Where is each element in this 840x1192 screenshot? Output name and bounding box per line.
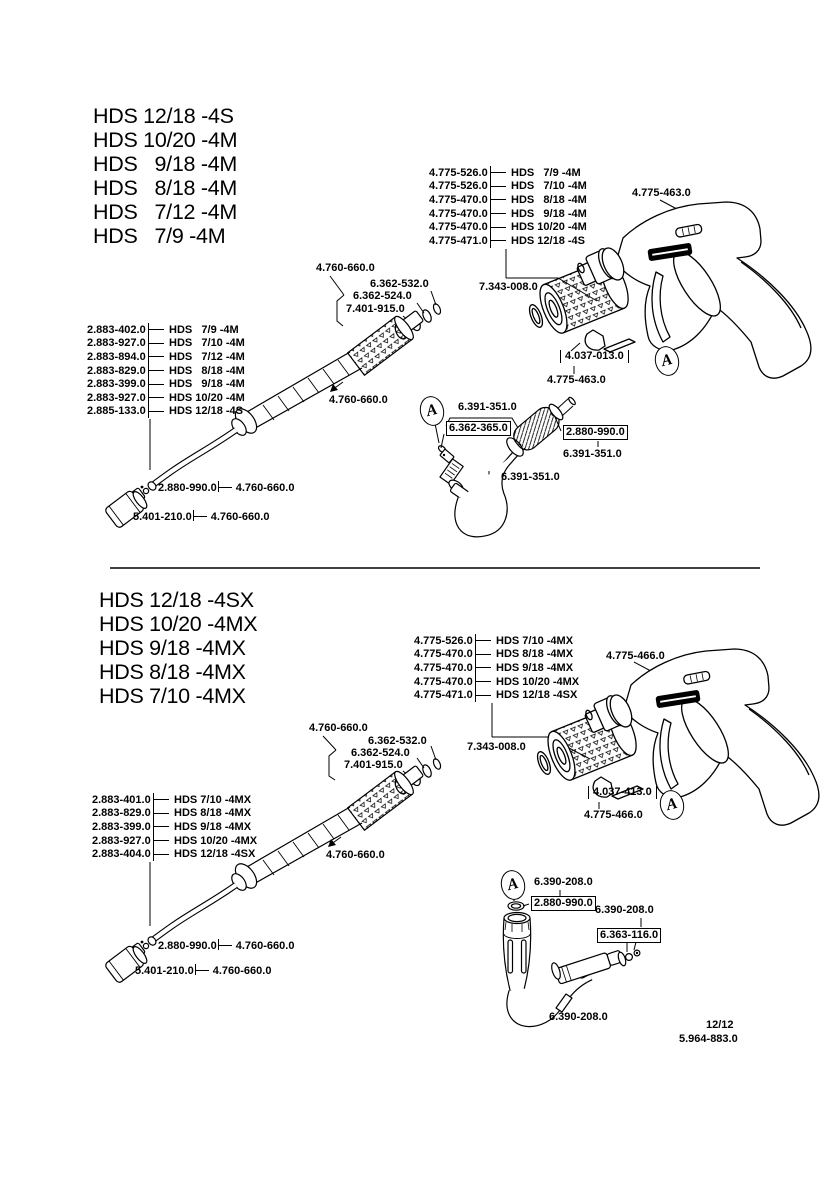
connector xyxy=(148,350,164,364)
part-number: 2.880-990.0 xyxy=(158,482,217,494)
model-name: HDS 10/20 -4MX xyxy=(174,834,258,847)
connector xyxy=(148,337,164,351)
part-number: 4.775-470.0 xyxy=(429,207,488,220)
table-row xyxy=(92,820,257,834)
connector xyxy=(153,847,169,861)
nozzle-callout xyxy=(133,510,269,524)
connector xyxy=(148,364,164,378)
connector xyxy=(490,193,506,207)
part-number: 2.883-927.0 xyxy=(92,834,151,847)
table-row xyxy=(429,220,587,234)
connector xyxy=(218,939,232,950)
table-row xyxy=(87,391,245,405)
model-name: HDS 8/18 -4M xyxy=(511,193,587,206)
connector xyxy=(148,405,164,419)
part-ref-gun: 4.775-466.0 xyxy=(606,650,665,662)
part-ref-clip: 4.037-413.0 xyxy=(588,786,657,799)
part-number: 5.401-210.0 xyxy=(135,965,194,977)
part-number: 4.775-526.0 xyxy=(414,634,473,647)
part-ref: 4.760-660.0 xyxy=(235,482,295,494)
part-ref-ring: 7.401-915.0 xyxy=(346,303,405,315)
table-row xyxy=(87,405,245,419)
part-number: 2.880-990.0 xyxy=(158,940,217,952)
table-row xyxy=(429,234,587,248)
part-ref-gun2: 4.775-463.0 xyxy=(547,374,606,386)
doc-number: 5.964-883.0 xyxy=(679,1033,738,1045)
gun-part-table-bottom xyxy=(414,634,579,702)
model-name: HDS 7/10 -4M xyxy=(511,180,587,193)
page-number: 12/12 xyxy=(706,1019,734,1031)
model-name: HDS 9/18 -4MX xyxy=(174,820,252,833)
model-name: HDS 10/20 -4M xyxy=(511,221,587,234)
part-ref-ring: 6.362-532.0 xyxy=(370,278,429,290)
part-number: 2.883-399.0 xyxy=(87,378,146,391)
part-ref: 4.760-660.0 xyxy=(212,965,272,977)
model-line: HDS 7/10 -4MX xyxy=(99,684,246,708)
table-row xyxy=(429,180,587,194)
marker-letter: A xyxy=(424,400,440,421)
model-name: HDS 7/10 -4MX xyxy=(496,634,574,647)
gun-part-table-top xyxy=(429,166,587,248)
table-row xyxy=(87,323,245,337)
table-row xyxy=(92,793,257,807)
table-row xyxy=(92,807,257,821)
model-line: HDS 8/18 -4M xyxy=(93,176,237,200)
model-name: HDS 10/20 -4M xyxy=(169,391,245,404)
table-row xyxy=(87,364,245,378)
model-line: HDS 7/9 -4M xyxy=(93,224,226,248)
part-number: 4.775-470.0 xyxy=(429,221,488,234)
connector xyxy=(475,688,491,702)
part-ref: 4.760-660.0 xyxy=(210,511,270,523)
part-number: 2.883-404.0 xyxy=(92,848,151,861)
table-row xyxy=(414,688,579,702)
part-ref-hose: 6.390-208.0 xyxy=(595,904,654,916)
table-row xyxy=(414,648,579,662)
nozzle-callout xyxy=(158,939,294,953)
marker-letter: A xyxy=(659,350,675,371)
model-name: HDS 7/10 -4M xyxy=(169,337,245,350)
model-line: HDS 7/12 -4M xyxy=(93,200,237,224)
connector xyxy=(475,675,491,689)
model-name: HDS 7/12 -4M xyxy=(169,350,245,363)
model-name: HDS 8/18 -4MX xyxy=(496,648,574,661)
table-row xyxy=(92,834,257,848)
lance-part-table-bottom xyxy=(92,793,257,861)
marker-letter: A xyxy=(664,794,680,815)
hose-assembly-bottom xyxy=(503,902,640,1024)
hose-assembly-top xyxy=(437,396,576,534)
part-number: 4.775-526.0 xyxy=(429,180,488,193)
part-ref-hose-nut: 6.363-116.0 xyxy=(597,928,661,943)
part-number: 2.883-829.0 xyxy=(92,807,151,820)
model-name: HDS 10/20 -4MX xyxy=(496,675,580,688)
model-line: HDS 10/20 -4M xyxy=(93,128,238,152)
part-ref-ring: 6.362-524.0 xyxy=(353,290,412,302)
model-list-bottom xyxy=(99,588,257,708)
connector xyxy=(195,964,209,975)
model-line: HDS 9/18 -4MX xyxy=(99,636,246,660)
part-ref-hose: 6.391-351.0 xyxy=(501,471,560,483)
model-name: HDS 7/9 -4M xyxy=(511,166,581,179)
part-ref-hose: 6.390-208.0 xyxy=(549,1011,608,1023)
part-ref-gun2: 4.775-466.0 xyxy=(584,809,643,821)
model-name: HDS 8/18 -4MX xyxy=(174,807,252,820)
part-ref: 4.760-660.0 xyxy=(235,940,295,952)
part-number: 2.885-133.0 xyxy=(87,405,146,418)
connector xyxy=(153,807,169,821)
part-number: 4.775-471.0 xyxy=(414,689,473,702)
table-row xyxy=(429,207,587,221)
part-ref-hose-nut: 6.362-365.0 xyxy=(446,421,511,436)
part-number: 4.775-470.0 xyxy=(414,675,473,688)
part-number: 2.883-402.0 xyxy=(87,323,146,336)
part-number: 2.883-829.0 xyxy=(87,364,146,377)
connector xyxy=(490,207,506,221)
nozzle-callout xyxy=(135,964,271,978)
model-name: HDS 7/9 -4M xyxy=(169,323,239,336)
connector xyxy=(153,834,169,848)
model-list-top xyxy=(93,104,237,248)
model-name: HDS 12/18 -4S xyxy=(511,234,585,247)
part-ref-coupling: 7.343-008.0 xyxy=(467,741,526,753)
table-row xyxy=(414,661,579,675)
part-number: 4.775-526.0 xyxy=(429,166,488,179)
model-name: HDS 7/10 -4MX xyxy=(174,793,252,806)
part-number: 2.883-927.0 xyxy=(87,391,146,404)
part-ref-ring: 7.401-915.0 xyxy=(344,759,403,771)
part-ref-coupling: 7.343-008.0 xyxy=(479,281,538,293)
table-row xyxy=(429,193,587,207)
table-row xyxy=(87,377,245,391)
connector xyxy=(218,481,232,492)
connector xyxy=(153,793,169,807)
connector xyxy=(490,180,506,194)
connector xyxy=(490,220,506,234)
part-ref-nipple: 2.880-990.0 xyxy=(563,425,628,440)
model-name: HDS 12/18 -4SX xyxy=(174,848,256,861)
model-line: HDS 10/20 -4MX xyxy=(99,612,258,636)
connector xyxy=(148,323,164,337)
part-number: 2.883-399.0 xyxy=(92,820,151,833)
part-ref-lance-kit: 4.760-660.0 xyxy=(316,262,375,274)
part-number: 4.775-470.0 xyxy=(414,648,473,661)
model-line: HDS 12/18 -4S xyxy=(93,104,234,128)
part-number: 2.883-927.0 xyxy=(87,337,146,350)
table-row xyxy=(87,337,245,351)
connector xyxy=(475,661,491,675)
part-ref-hose: 6.391-351.0 xyxy=(458,401,517,413)
part-ref-lance-kit: 4.760-660.0 xyxy=(309,722,368,734)
model-line: HDS 9/18 -4M xyxy=(93,152,237,176)
model-line: HDS 8/18 -4MX xyxy=(99,660,246,684)
connector xyxy=(490,234,506,248)
part-number: 4.775-470.0 xyxy=(429,193,488,206)
model-name: HDS 9/18 -4M xyxy=(511,207,587,220)
table-row xyxy=(414,675,579,689)
table-row xyxy=(92,847,257,861)
part-number: 2.883-401.0 xyxy=(92,793,151,806)
table-row xyxy=(429,166,587,180)
part-ref-clip: 4.037-013.0 xyxy=(560,350,629,363)
connector xyxy=(148,377,164,391)
marker-letter: A xyxy=(505,874,521,895)
connector xyxy=(148,391,164,405)
connector xyxy=(475,648,491,662)
part-ref-ring: 6.362-524.0 xyxy=(351,747,410,759)
part-number: 2.883-894.0 xyxy=(87,350,146,363)
part-ref-nipple: 2.880-990.0 xyxy=(531,896,596,911)
connector xyxy=(490,166,506,180)
nozzle-callout xyxy=(158,481,294,495)
model-name: HDS 9/18 -4MX xyxy=(496,661,574,674)
part-number: 5.401-210.0 xyxy=(133,511,192,523)
part-ref-lance: 4.760-660.0 xyxy=(329,394,388,406)
connector xyxy=(475,634,491,648)
connector xyxy=(193,510,207,521)
part-ref-hose: 6.390-208.0 xyxy=(534,876,593,888)
part-number: 4.775-470.0 xyxy=(414,661,473,674)
part-number: 4.775-471.0 xyxy=(429,234,488,247)
part-ref-hose: 6.391-351.0 xyxy=(563,448,622,460)
model-name: HDS 12/18 -4S xyxy=(169,405,243,418)
table-row xyxy=(87,350,245,364)
connector xyxy=(153,820,169,834)
model-name: HDS 12/18 -4SX xyxy=(496,689,578,702)
model-name: HDS 8/18 -4M xyxy=(169,364,245,377)
part-ref-gun: 4.775-463.0 xyxy=(632,187,691,199)
model-line: HDS 12/18 -4SX xyxy=(99,588,254,612)
model-name: HDS 9/18 -4M xyxy=(169,378,245,391)
part-ref-lance: 4.760-660.0 xyxy=(326,849,385,861)
lance-part-table-top xyxy=(87,323,245,418)
part-ref-ring: 6.362-532.0 xyxy=(368,735,427,747)
table-row xyxy=(414,634,579,648)
